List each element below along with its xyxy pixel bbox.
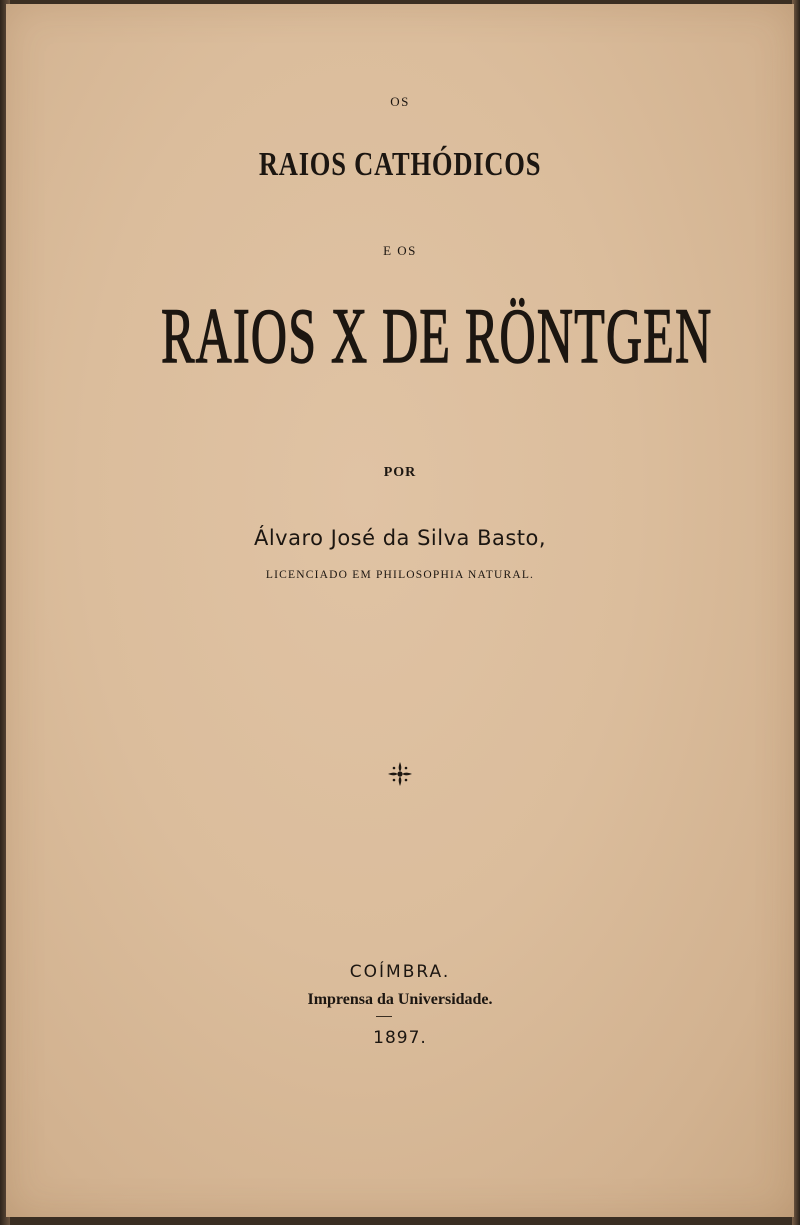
title-page (6, 4, 794, 1217)
publication-year: 1897. (373, 1028, 427, 1048)
by-label: POR (383, 465, 417, 480)
title-conjunction: E OS (383, 243, 417, 258)
title-line-1 (6, 144, 794, 184)
publisher-name: Imprensa da Universidade. (307, 991, 493, 1008)
title-line-2 (6, 292, 794, 379)
title-line-1-text: RAIOS CATHÓDICOS (258, 146, 542, 183)
publication-city: COÍMBRA. (349, 962, 451, 982)
title-line-2-text: RAIOS X DE RÖNTGEN (161, 292, 713, 379)
fleuron-ornament-icon (6, 760, 794, 795)
title-prefix: OS (390, 94, 410, 109)
author-degree: LICENCIADO EM PHILOSOPHIA NATURAL. (265, 569, 535, 581)
author-name: Álvaro José da Silva Basto, (253, 526, 547, 550)
fleuron-icon (386, 760, 414, 788)
separator-rule (376, 1016, 392, 1017)
